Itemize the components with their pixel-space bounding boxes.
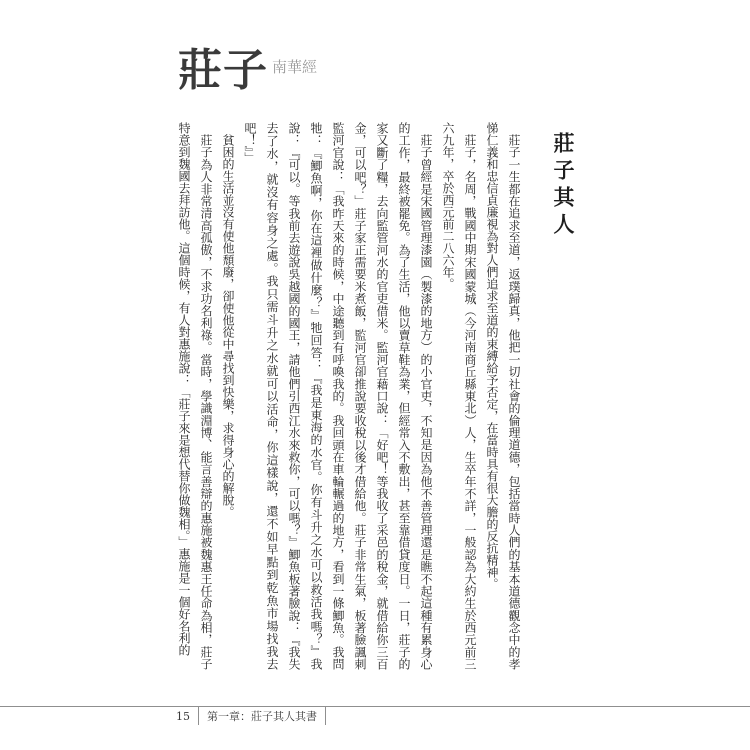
paragraph-2: 莊子，名周，戰國中期宋國蒙城（今河南商丘縣東北）人，生卒年不詳，一般認為大約生於西元前三六九年，卒於西元前二八六年。 (441, 122, 477, 670)
page-number: 15 (176, 709, 190, 723)
book-logo-title: 莊子 (178, 45, 268, 96)
running-header-chapter: 第一章：莊子其人其書 (207, 710, 317, 723)
paragraph-3: 莊子曾經是宋國管理漆園（製漆的地方）的小官吏，不知是因為他不善管理還是瞧不起這種有累身心的工作，最終被罷免。為了生活，他以賣草鞋為業，但經常入不敷出，甚至靠借貸度日。一日，莊子的家又斷了糧，去向監管河水的官吏借米。監河官藉口說：「好吧！等我收了采邑的稅金，就借給你三百金，可以吧？」莊子家正需要米煮飯，監河官卻推說要收稅以後才借給他。莊子非常生氣，板著臉諷刺監河官說：「我昨天來的時候，中途聽到有呼喚我的。我回頭在車輪輾過的地方，看到一條鯽魚。我問牠：『鯽魚啊，你在這裡做什麼？』牠回答：『我是東海的水官。你有斗升之水可以救活我嗎？』我說：『可以。等我前去遊說吳越國的國王，請他們引西江水來救你，可以嗎？』鯽魚板著臉說：『我失去了水，就沒有容身之處。我只需斗升之水就可以活命，你這樣說，還不如早點到乾魚市場找我去吧！』」 (243, 122, 433, 670)
section-title: 莊子其人 (551, 132, 576, 240)
paragraph-5: 莊子為人非常清高孤傲，不求功名利祿。當時，學識淵博、能言善辯的惠施被魏惠王任命為相，莊子特意到魏國去拜訪他。這個時候，有人對惠施說：「莊子來是想代替你做魏相。」惠施是一個好名利的 (177, 122, 213, 670)
footer-divider (0, 706, 750, 707)
paragraph-4: 貧困的生活並沒有使他頹廢，卻使他從中尋找到快樂，求得身心的解脫。 (221, 134, 235, 518)
footer-separator-end (325, 707, 326, 725)
page-footer (176, 706, 326, 726)
body-text (175, 122, 525, 670)
book-logo (178, 34, 318, 98)
footer-separator (198, 707, 199, 725)
book-logo-subtitle: 南華經 (272, 58, 318, 76)
paragraph-1: 莊子一生都在追求至道，返璞歸真，他把一切社會的倫理道德，包括當時人們的基本道德觀念中的孝悌仁義和忠信貞廉視為對人們追求至道的束縛給予否定，在當時具有很大膽的反抗精神。 (485, 122, 521, 670)
